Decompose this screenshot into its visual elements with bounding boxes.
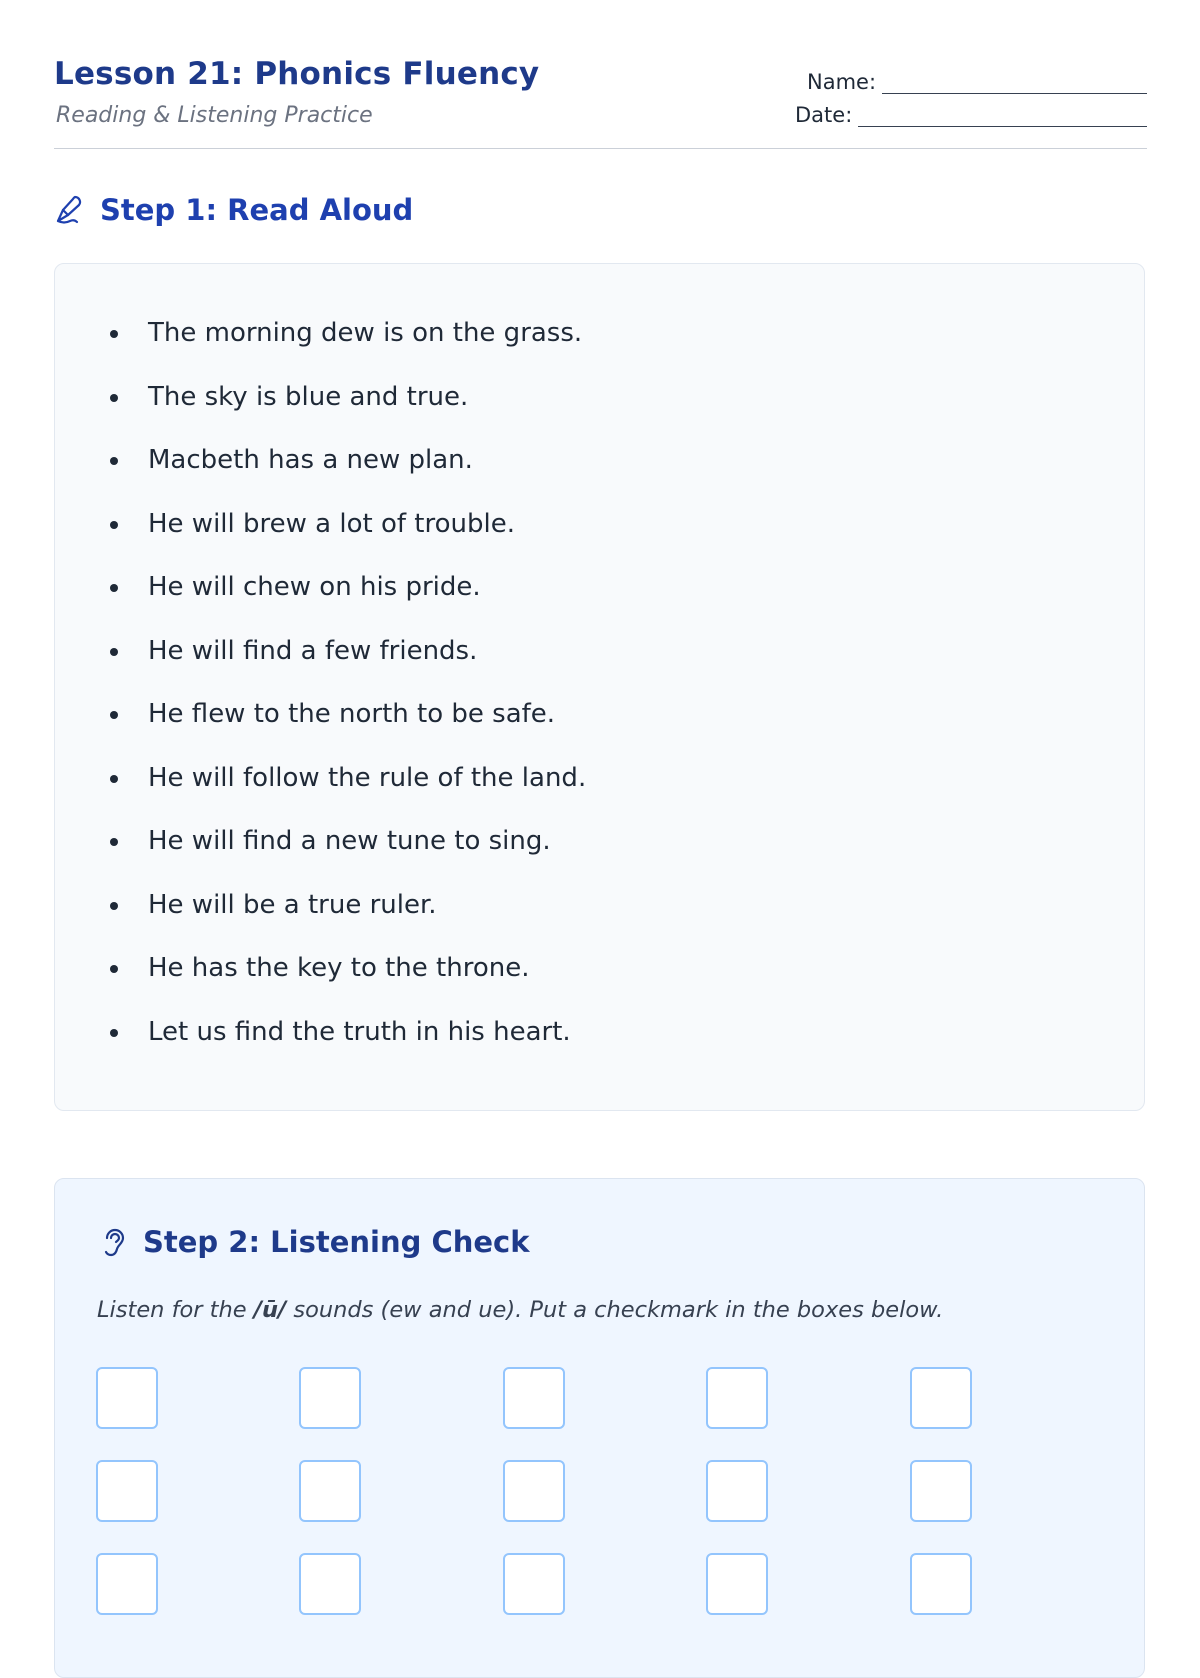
bullet-dot [110, 838, 118, 846]
checkbox-grid [96, 1367, 996, 1646]
checkbox-row [96, 1367, 996, 1460]
instructions-sound: /ū/ [253, 1297, 287, 1323]
sentence-item [55, 572, 1144, 636]
bullet-dot [110, 648, 118, 656]
sentence-item [55, 890, 1144, 954]
checkmark-box[interactable] [96, 1553, 158, 1615]
bullet-dot [110, 394, 118, 402]
step1-heading [54, 193, 413, 227]
checkmark-box[interactable] [503, 1367, 565, 1429]
sentence-item [55, 763, 1144, 827]
sentence-item [55, 382, 1144, 446]
sentence-text: He will follow the rule of the land. [148, 762, 587, 793]
bullet-dot [110, 711, 118, 719]
sentence-text: Let us find the truth in his heart. [148, 1016, 571, 1047]
sentence-list [55, 318, 1144, 1080]
checkmark-box[interactable] [706, 1367, 768, 1429]
bullet-dot [110, 330, 118, 338]
listening-check-panel [54, 1178, 1145, 1678]
sentence-text: He has the key to the throne. [148, 953, 530, 983]
sentence-text: He will chew on his pride. [148, 572, 481, 602]
listening-instructions [97, 1297, 943, 1323]
sentence-text: He will brew a lot of trouble. [148, 508, 515, 539]
name-field [787, 70, 1147, 94]
checkmark-box[interactable] [910, 1553, 972, 1615]
name-label: Name: [807, 70, 877, 94]
checkmark-box[interactable] [96, 1367, 158, 1429]
checkmark-box[interactable] [503, 1553, 565, 1615]
sentence-text: He flew to the north to be safe. [148, 699, 556, 729]
read-aloud-panel [54, 263, 1145, 1111]
bullet-dot [110, 457, 118, 465]
checkmark-box[interactable] [910, 1367, 972, 1429]
bullet-dot [110, 965, 118, 973]
sentence-item [55, 445, 1144, 509]
bullet-dot [110, 775, 118, 783]
sentence-text: He will find a few friends. [148, 635, 478, 666]
sentence-text: The sky is blue and true. [148, 381, 469, 412]
checkmark-box[interactable] [706, 1460, 768, 1522]
sentence-item [55, 699, 1144, 763]
date-label: Date: [795, 103, 853, 127]
sentence-text: He will find a new tune to sing. [148, 826, 551, 856]
step2-heading [99, 1225, 530, 1259]
bullet-dot [110, 584, 118, 592]
sentence-item [55, 1017, 1144, 1081]
checkmark-box[interactable] [299, 1460, 361, 1522]
checkmark-box[interactable] [299, 1367, 361, 1429]
bullet-dot [110, 1029, 118, 1037]
ear-icon [99, 1225, 129, 1259]
bullet-dot [110, 902, 118, 910]
sentence-text: He will be a true ruler. [148, 889, 437, 920]
checkmark-box[interactable] [910, 1460, 972, 1522]
microphone-icon [54, 193, 84, 227]
sentence-item [55, 509, 1144, 573]
instructions-after: sounds (ew and ue). Put a checkmark in the boxes below. [286, 1297, 944, 1323]
lesson-subtitle: Reading & Listening Practice [56, 103, 373, 128]
bullet-dot [110, 521, 118, 529]
sentence-item [55, 953, 1144, 1017]
sentence-item [55, 826, 1144, 890]
checkmark-box[interactable] [96, 1460, 158, 1522]
checkmark-box[interactable] [706, 1553, 768, 1615]
sentence-text: The morning dew is on the grass. [148, 318, 583, 348]
sentence-item [55, 636, 1144, 700]
worksheet-page [54, 0, 1147, 1323]
checkmark-box[interactable] [299, 1553, 361, 1615]
checkmark-box[interactable] [503, 1460, 565, 1522]
date-blank-line[interactable] [858, 108, 1147, 127]
step1-title: Step 1: Read Aloud [100, 193, 414, 227]
name-blank-line[interactable] [882, 75, 1147, 94]
checkbox-row [96, 1460, 996, 1553]
sentence-item [55, 318, 1144, 382]
worksheet-header [54, 0, 1147, 149]
instructions-before: Listen for the [97, 1297, 254, 1323]
date-field [787, 103, 1147, 127]
step2-title: Step 2: Listening Check [143, 1225, 530, 1259]
lesson-title: Lesson 21: Phonics Fluency [54, 56, 540, 92]
sentence-text: Macbeth has a new plan. [148, 445, 473, 475]
